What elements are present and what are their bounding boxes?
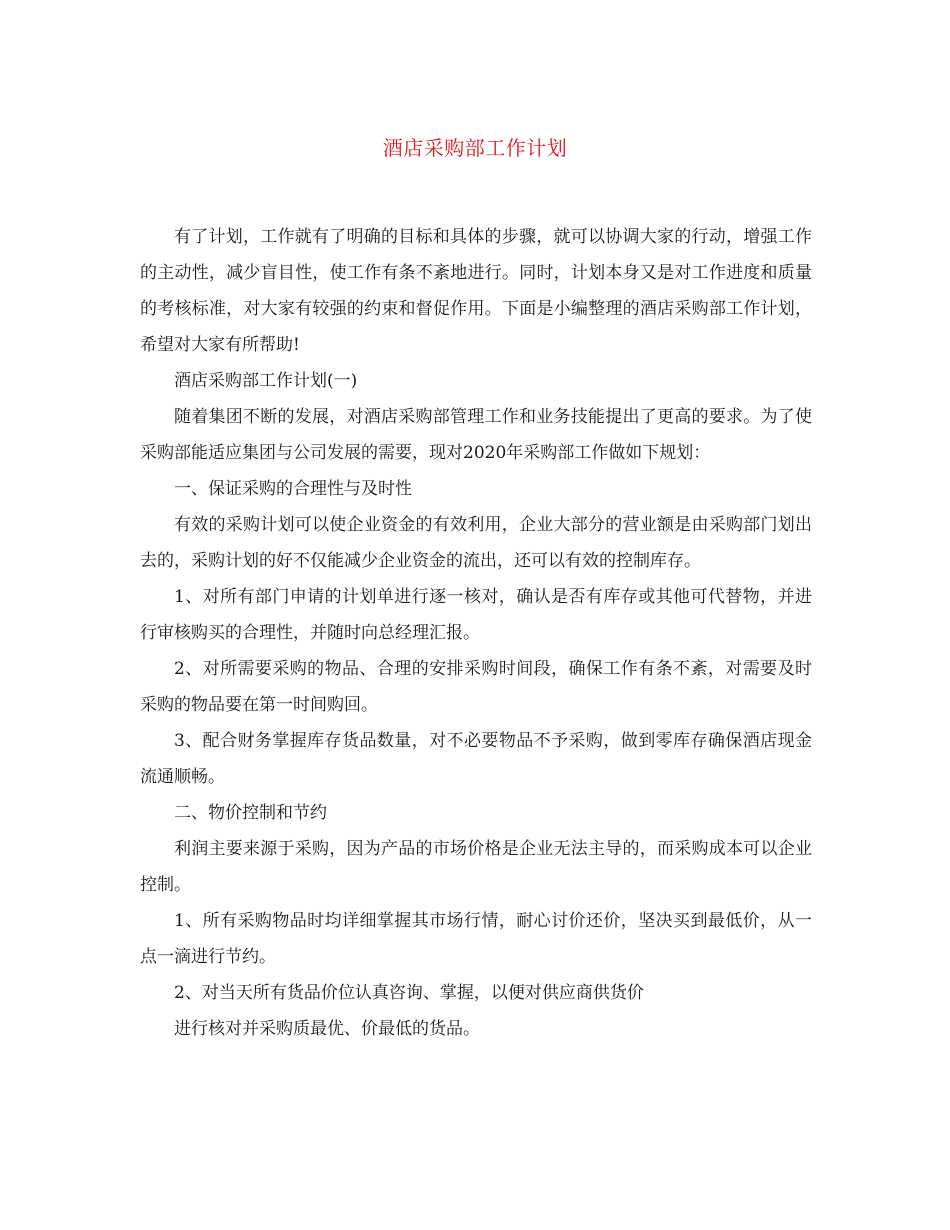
paragraph-section-1-intro: 有效的采购计划可以使企业资金的有效利用，企业大部分的营业额是由采购部门划出去的，采购计划的好不仅能减少企业资金的流出，还可以有效的控制库存。 xyxy=(140,515,812,571)
paragraph-intro: 有了计划，工作就有了明确的目标和具体的步骤，就可以协调大家的行动，增强工作的主动性，减少盲目性，使工作有条不紊地进行。同时，计划本身又是对工作进度和质量的考核标准，对大家有较强的约束和督促作用。下面是小编整理的酒店采购部工作计划，希望对大家有所帮助! xyxy=(140,227,812,355)
list-item-1-2: 2、对所需要采购的物品、合理的安排采购时间段，确保工作有条不紊，对需要及时采购的物品要在第一时间购回。 xyxy=(140,659,812,715)
list-item-1-1: 1、对所有部门申请的计划单进行逐一核对，确认是否有库存或其他可代替物，并进行审核购买的合理性，并随时向总经理汇报。 xyxy=(140,587,812,643)
paragraph-section-2-intro: 利润主要来源于采购，因为产品的市场价格是企业无法主导的，而采购成本可以企业控制。 xyxy=(140,839,812,895)
document-title: 酒店采购部工作计划 xyxy=(382,136,568,160)
document-body xyxy=(140,219,812,1047)
paragraph-plan-heading: 酒店采购部工作计划(一) xyxy=(174,371,358,391)
paragraph-background: 随着集团不断的发展，对酒店采购部管理工作和业务技能提出了更高的要求。为了使采购部能适应集团与公司发展的需要，现对2020年采购部工作做如下规划： xyxy=(140,407,812,463)
list-item-2-1: 1、所有采购物品时均详细掌握其市场行情，耐心讨价还价，坚决买到最低价，从一点一滴进行节约。 xyxy=(140,911,812,967)
section-heading-1: 一、保证采购的合理性与及时性 xyxy=(174,479,412,499)
list-item-2-2: 2、对当天所有货品价位认真咨询、掌握，以便对供应商供货价 xyxy=(174,983,644,1003)
list-item-1-3: 3、配合财务掌握库存货品数量，对不必要物品不予采购，做到零库存确保酒店现金流通顺畅。 xyxy=(140,731,812,787)
section-heading-2: 二、物价控制和节约 xyxy=(174,803,327,823)
list-item-2-2-continued: 进行核对并采购质最优、价最低的货品。 xyxy=(174,1019,480,1039)
